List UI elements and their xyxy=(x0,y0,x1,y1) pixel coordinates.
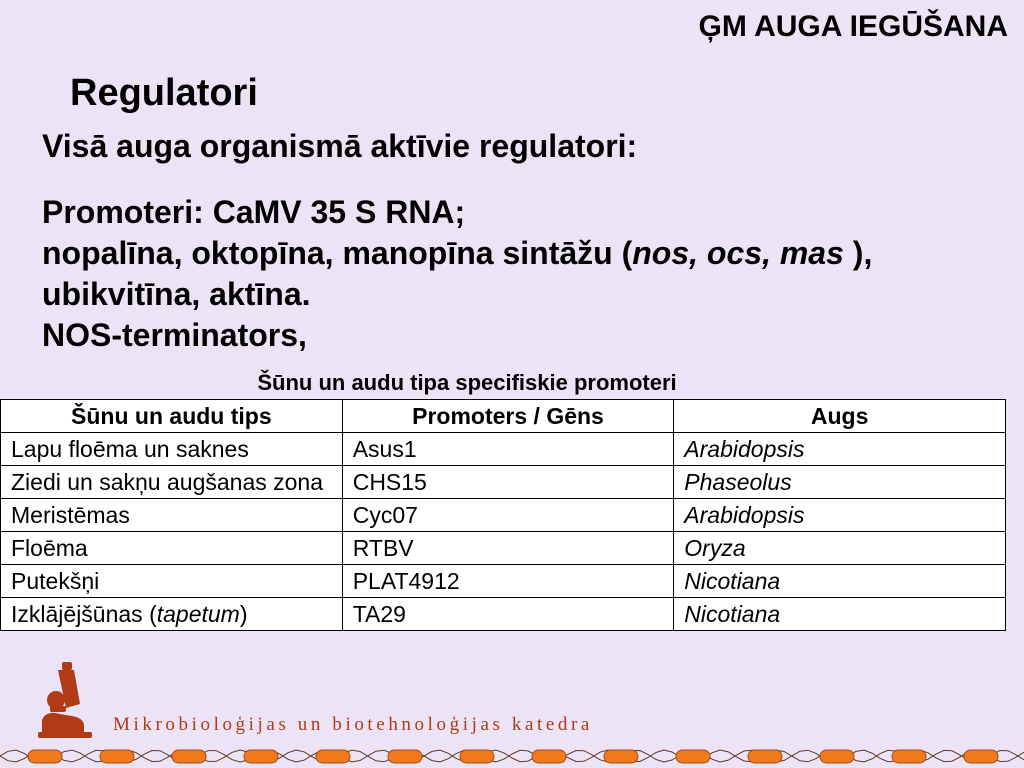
border-bead xyxy=(676,750,710,763)
promoters-text xyxy=(42,192,872,356)
cell-tissue: Lapu floēma un saknes xyxy=(1,433,343,466)
cell-gene: PLAT4912 xyxy=(342,565,674,598)
border-bead xyxy=(28,750,62,763)
border-bead xyxy=(316,750,350,763)
border-bead xyxy=(172,750,206,763)
table-caption: Šūnu un audu tipa specifiskie promoteri xyxy=(257,370,677,395)
column-header-gene: Promoters / Gēns xyxy=(342,400,674,433)
border-bead xyxy=(388,750,422,763)
table-header-row xyxy=(1,400,1006,433)
cell-tissue: Putekšņi xyxy=(1,565,343,598)
promoters-line-2 xyxy=(42,233,872,274)
border-bead xyxy=(748,750,782,763)
promoters-line-4: NOS-terminators, xyxy=(42,317,307,353)
border-wave xyxy=(0,750,1024,762)
cell-tissue: Ziedi un sakņu augšanas zona xyxy=(1,466,343,499)
cell-tissue-italic: tapetum xyxy=(156,601,240,627)
cell-species: Arabidopsis xyxy=(674,433,1006,466)
promoters-table xyxy=(0,399,1006,631)
table-row xyxy=(1,499,1006,532)
table-row xyxy=(1,565,1006,598)
cell-tissue: Meristēmas xyxy=(1,499,343,532)
table-row xyxy=(1,466,1006,499)
department-name: Mikrobioloģijas un biotehnoloģijas katedra xyxy=(113,714,593,735)
subtitle: Visā auga organismā aktīvie regulatori: xyxy=(42,128,638,164)
border-bead xyxy=(100,750,134,763)
section-title: Regulatori xyxy=(70,72,258,114)
cell-species: Phaseolus xyxy=(674,466,1006,499)
column-header-tissue: Šūnu un audu tips xyxy=(1,400,343,433)
border-bead xyxy=(244,750,278,763)
cell-tissue: Floēma xyxy=(1,532,343,565)
decorative-border xyxy=(0,740,1024,768)
promoters-line-3: ubikvitīna, aktīna. xyxy=(42,276,311,312)
cell-gene: RTBV xyxy=(342,532,674,565)
cell-tissue-start: Izklājējšūnas ( xyxy=(11,601,157,627)
cell-species: Nicotiana xyxy=(674,565,1006,598)
cell-species: Arabidopsis xyxy=(674,499,1006,532)
cell-gene: Cyc07 xyxy=(342,499,674,532)
table-row xyxy=(1,433,1006,466)
cell-gene: CHS15 xyxy=(342,466,674,499)
cell-gene: TA29 xyxy=(342,598,674,631)
border-wave xyxy=(0,750,1024,762)
promoters-line-2-end: ), xyxy=(843,235,873,271)
table-row xyxy=(1,598,1006,631)
cell-tissue-end: ) xyxy=(239,601,248,627)
cell-species: Oryza xyxy=(674,532,1006,565)
cell-gene: Asus1 xyxy=(342,433,674,466)
border-bead xyxy=(892,750,926,763)
border-bead xyxy=(460,750,494,763)
border-bead xyxy=(964,750,998,763)
promoters-gene-abbreviations: nos, ocs, mas xyxy=(632,235,844,271)
border-bead xyxy=(820,750,854,763)
header-title: ĢM AUGA IEGŪŠANA xyxy=(698,10,1008,43)
cell-tissue xyxy=(1,598,343,631)
border-bead xyxy=(532,750,566,763)
table-row xyxy=(1,532,1006,565)
cell-species: Nicotiana xyxy=(674,598,1006,631)
border-bead xyxy=(604,750,638,763)
microscope-icon xyxy=(36,660,96,740)
column-header-species: Augs xyxy=(674,400,1006,433)
promoters-line-1: Promoteri: CaMV 35 S RNA; xyxy=(42,194,466,230)
promoters-line-2-start: nopalīna, oktopīna, manopīna sintāžu ( xyxy=(42,235,633,271)
